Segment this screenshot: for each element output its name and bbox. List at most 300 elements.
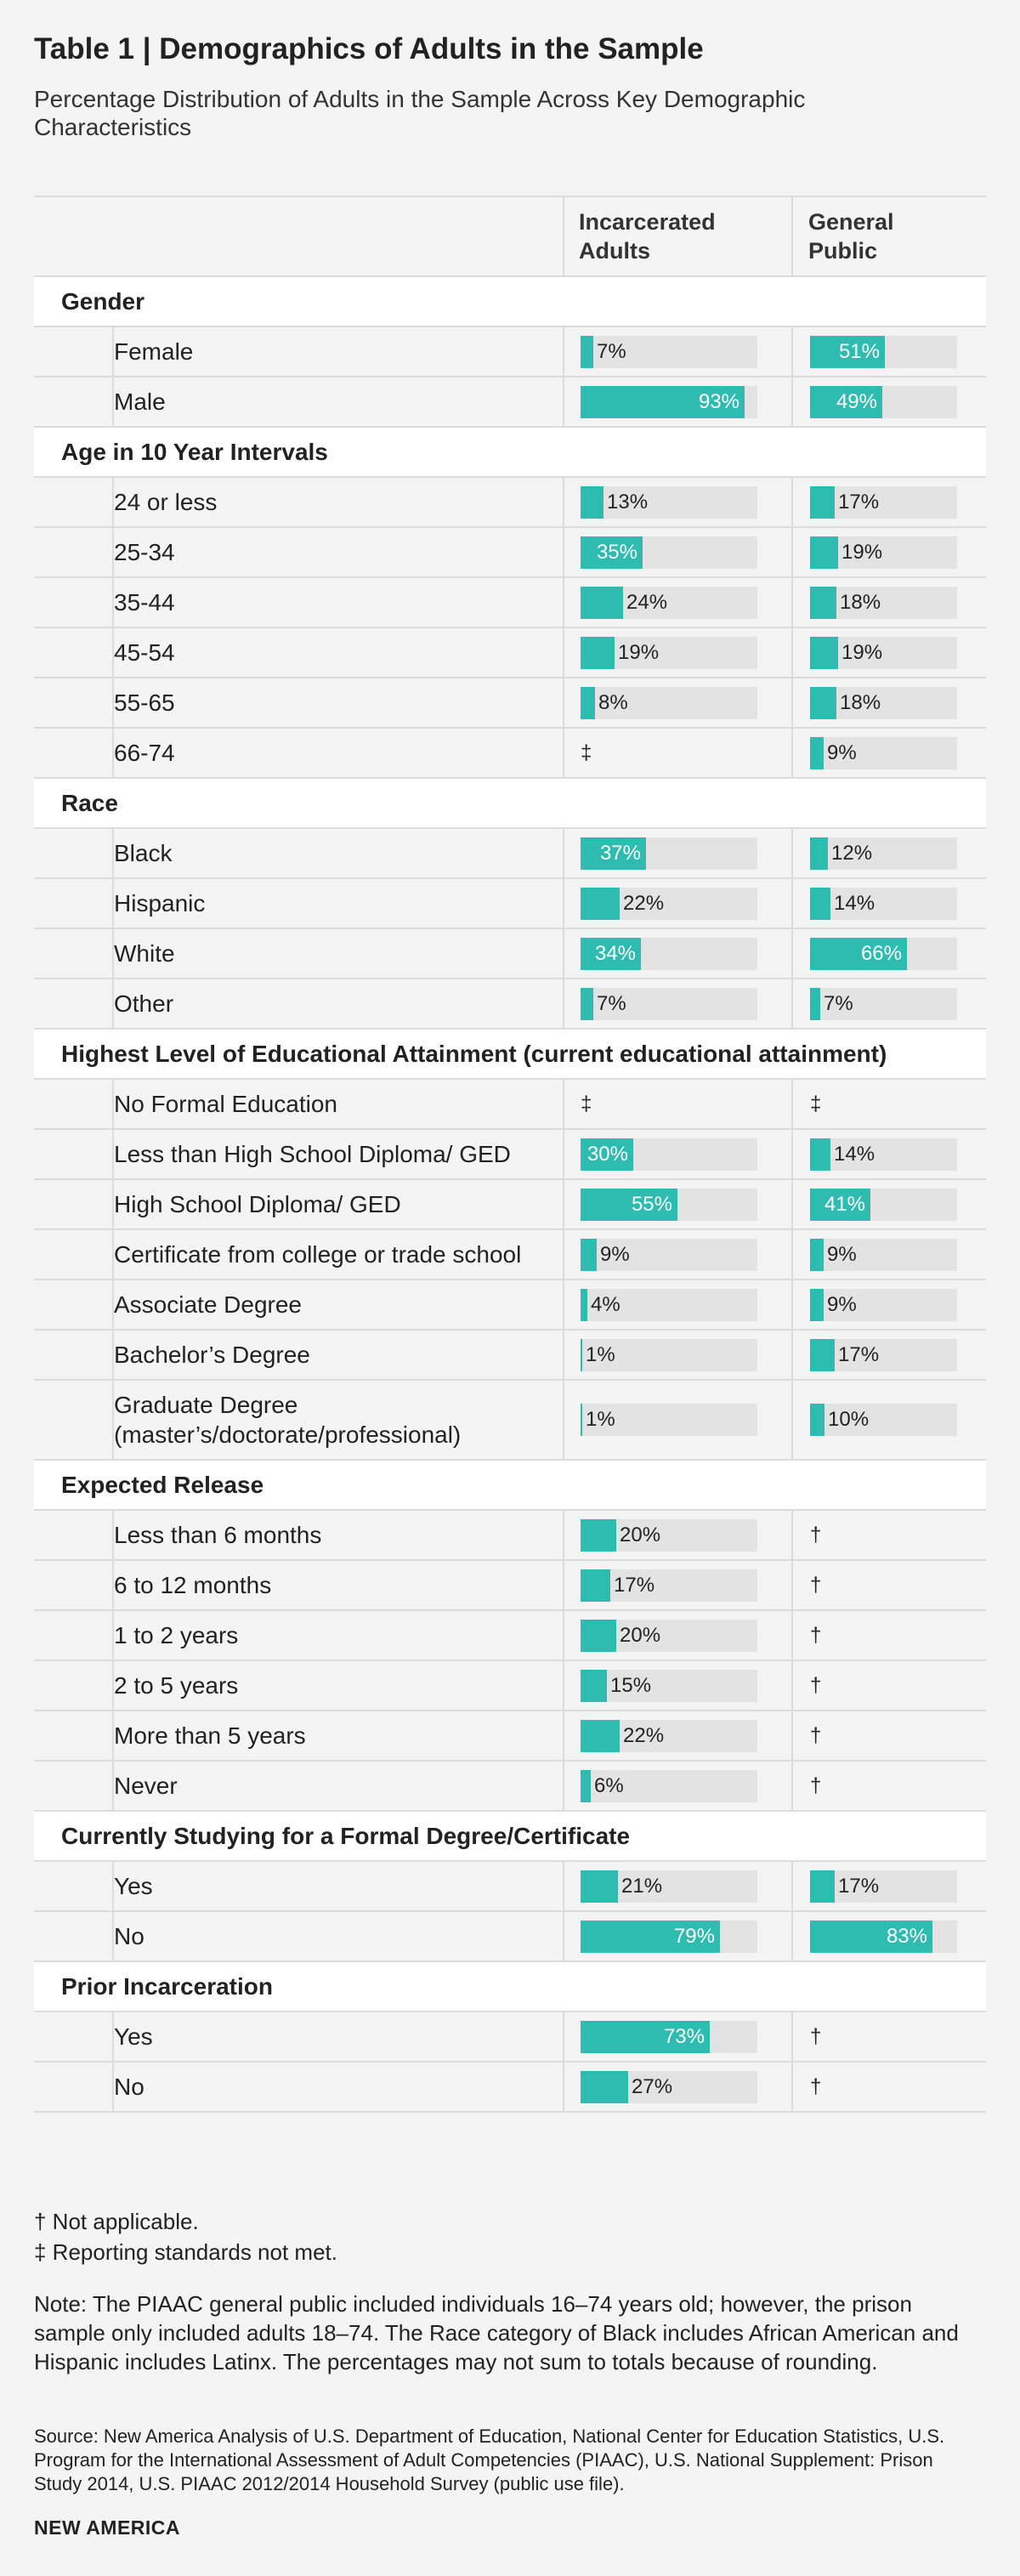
column-divider (112, 1381, 114, 1459)
bar-value-label: 10% (828, 1408, 870, 1431)
section-row (34, 1812, 986, 1862)
column-divider (791, 1561, 793, 1609)
table-row (34, 829, 986, 879)
column-divider (791, 979, 793, 1028)
bar-fill (810, 1289, 824, 1321)
bar-incarcerated (581, 336, 757, 368)
column-divider (112, 1661, 114, 1710)
section-row (34, 277, 986, 327)
bar-incarcerated (581, 587, 757, 619)
row-label: Never (114, 1773, 178, 1799)
bar-general-public (810, 336, 957, 368)
bar-incarcerated (581, 1569, 757, 1602)
row-label: More than 5 years (114, 1722, 306, 1749)
footnote-symbol: † (810, 2024, 822, 2048)
column-divider (112, 1280, 114, 1329)
bar-fill (810, 988, 820, 1020)
bar-fill (581, 687, 595, 719)
column-divider (112, 628, 114, 677)
row-label: Bachelor’s Degree (114, 1342, 310, 1368)
brand-logo: NEW AMERICA (34, 2516, 181, 2539)
column-header-incarcerated: Incarcerated Adults (579, 209, 716, 264)
bar-incarcerated (581, 637, 757, 669)
column-divider (791, 1280, 793, 1329)
bar-general-public (810, 687, 957, 719)
table-row (34, 929, 986, 979)
bar-general-public (810, 888, 957, 920)
table-row (34, 1331, 986, 1381)
column-divider (791, 1762, 793, 1810)
table-row (34, 1711, 986, 1762)
bar-value-label: 24% (626, 590, 668, 614)
bar-fill (581, 637, 615, 669)
bar-value-label: 12% (831, 841, 873, 865)
column-divider (563, 2012, 564, 2061)
bar-general-public (810, 386, 957, 418)
bar-value-label: 13% (607, 490, 649, 513)
column-divider (563, 478, 564, 526)
row-label: No (114, 2074, 144, 2100)
bar-value-label: 19% (618, 640, 660, 664)
column-divider (791, 377, 793, 426)
row-label: 55-65 (114, 689, 175, 716)
column-divider (791, 1711, 793, 1760)
table-row (34, 1661, 986, 1711)
column-divider (112, 1711, 114, 1760)
bar-value-label: 9% (827, 740, 857, 764)
table-row (34, 478, 986, 528)
column-divider (112, 829, 114, 877)
bar-fill (581, 1519, 616, 1552)
column-divider (563, 678, 564, 727)
table-row (34, 1611, 986, 1661)
footnotes (34, 2206, 337, 2267)
row-label: White (114, 940, 175, 967)
row-label: 25-34 (114, 539, 175, 565)
row-label: No (114, 1923, 144, 1949)
table-row (34, 979, 986, 1030)
bar-incarcerated (581, 386, 757, 418)
footnote-symbol: † (810, 1623, 822, 1647)
bar-fill (581, 2071, 628, 2103)
column-divider (112, 2063, 114, 2111)
bar-value-label: 14% (834, 1142, 876, 1166)
bar-value-label: 22% (623, 891, 665, 915)
bar-fill (810, 587, 836, 619)
bar-value-label: 9% (600, 1242, 630, 1266)
table-source: Source: New America Analysis of U.S. Department of Education, National Center for Education Statistics, U.S. Program for the International Assessment of Adult Competencies (PIAAC), U.S. National Supplement: Prison Study 2014, U.S. PIAAC 2012/2014 Household Survey (public use file). (34, 2426, 945, 2494)
bar-incarcerated (581, 988, 757, 1020)
bar-track (810, 888, 957, 920)
table-row (34, 879, 986, 929)
bar-incarcerated (581, 1519, 757, 1552)
bar-fill (581, 1569, 610, 1602)
column-divider (563, 1381, 564, 1459)
bar-value-label: 15% (610, 1673, 652, 1697)
column-divider (563, 377, 564, 426)
column-divider (112, 929, 114, 978)
column-divider (791, 1381, 793, 1459)
column-divider (563, 1180, 564, 1228)
column-divider (112, 377, 114, 426)
section-row (34, 1962, 986, 2012)
demographics-table (34, 196, 986, 2113)
bar-fill (810, 737, 824, 769)
row-label: 24 or less (114, 489, 218, 515)
table-row (34, 327, 986, 377)
bar-track (810, 1138, 957, 1171)
bar-value-label: 93% (698, 389, 740, 413)
bar-value-label: 1% (586, 1342, 615, 1366)
bar-value-label: 30% (586, 1142, 628, 1166)
bar-fill (581, 1289, 587, 1321)
table-row (34, 1912, 986, 1962)
column-divider (563, 528, 564, 576)
bar-incarcerated (581, 938, 757, 970)
bar-fill (581, 1339, 582, 1371)
column-divider (791, 327, 793, 376)
column-divider (563, 327, 564, 376)
bar-value-label: 35% (596, 540, 638, 564)
bar-track (581, 1670, 757, 1702)
bar-fill (810, 1239, 824, 1271)
bar-fill (810, 1339, 835, 1371)
column-divider (791, 1180, 793, 1228)
bar-incarcerated (581, 1239, 757, 1271)
bar-value-label: 79% (673, 1924, 715, 1948)
column-divider (791, 1912, 793, 1960)
section-row (34, 1030, 986, 1080)
column-divider (563, 1080, 564, 1128)
section-row (34, 779, 986, 829)
table-note: Note: The PIAAC general public included individuals 16–74 years old; however, the prison sample only included adults 18–74. The Race category of Black includes African American and Hispanic includes Latinx. The percentages may not sum to totals because of rounding. (34, 2291, 959, 2375)
row-label: 1 to 2 years (114, 1622, 239, 1648)
column-divider (112, 879, 114, 928)
column-divider (791, 628, 793, 677)
table-row (34, 1230, 986, 1280)
column-divider (791, 929, 793, 978)
bar-value-label: 9% (827, 1242, 857, 1266)
bar-value-label: 4% (591, 1292, 620, 1316)
bar-fill (581, 587, 623, 619)
column-divider (112, 578, 114, 627)
column-divider (791, 1331, 793, 1379)
bar-general-public (810, 837, 957, 870)
bar-fill (810, 888, 830, 920)
bar-general-public (810, 988, 957, 1020)
row-label: 66-74 (114, 740, 175, 766)
bar-general-public (810, 1239, 957, 1271)
column-divider (563, 1862, 564, 1910)
column-divider (791, 1080, 793, 1128)
section-label: Gender (61, 288, 145, 315)
row-label: Graduate Degree (master’s/doctorate/professional) (114, 1392, 462, 1448)
row-label: Female (114, 338, 194, 365)
bar-fill (581, 1720, 620, 1752)
bar-incarcerated (581, 486, 757, 519)
bar-general-public (810, 1138, 957, 1171)
column-divider (563, 628, 564, 677)
row-label: Black (114, 840, 173, 866)
column-divider (112, 2012, 114, 2061)
bar-general-public (810, 1404, 957, 1436)
bar-fill (810, 837, 828, 870)
bar-fill (581, 1770, 591, 1802)
column-divider (563, 1611, 564, 1660)
column-divider (791, 1661, 793, 1710)
column-divider (791, 1230, 793, 1279)
bar-fill (581, 888, 620, 920)
column-divider (791, 1862, 793, 1910)
bar-value-label: 17% (838, 490, 880, 513)
page-subtitle: Percentage Distribution of Adults in the Sample Across Key Demographic Characteristics (34, 86, 806, 140)
bar-value-label: 83% (886, 1924, 927, 1948)
bar-value-label: 17% (838, 1874, 880, 1898)
column-divider (791, 879, 793, 928)
bar-value-label: 7% (597, 339, 626, 363)
bar-fill (581, 336, 593, 368)
bar-value-label: 34% (594, 941, 636, 965)
row-label: 6 to 12 months (114, 1572, 272, 1598)
bar-value-label: 51% (838, 339, 880, 363)
bar-fill (581, 988, 593, 1020)
bar-incarcerated (581, 1720, 757, 1752)
bar-fill (581, 1404, 582, 1436)
row-label: Less than High School Diploma/ GED (114, 1141, 511, 1167)
footnote-symbol: ‡ (581, 1092, 592, 1115)
bar-incarcerated (581, 1870, 757, 1903)
table-row (34, 1381, 986, 1461)
table-row (34, 1561, 986, 1611)
column-divider (112, 1611, 114, 1660)
footnote-symbol: † (810, 1723, 822, 1747)
row-label: 45-54 (114, 639, 175, 666)
bar-general-public (810, 737, 957, 769)
column-divider (112, 1331, 114, 1379)
table-row (34, 729, 986, 779)
bar-value-label: 19% (842, 640, 883, 664)
column-divider (791, 1611, 793, 1660)
column-divider (563, 1130, 564, 1178)
bar-fill (810, 1404, 824, 1436)
section-label: Expected Release (61, 1472, 264, 1498)
column-divider (791, 829, 793, 877)
bar-value-label: 18% (840, 690, 881, 714)
column-divider (563, 1912, 564, 1960)
bar-value-label: 8% (598, 690, 628, 714)
bar-value-label: 9% (827, 1292, 857, 1316)
column-divider (563, 1331, 564, 1379)
column-divider (563, 1280, 564, 1329)
row-label: Hispanic (114, 890, 206, 916)
table-row (34, 1280, 986, 1331)
bar-incarcerated (581, 1770, 757, 1802)
bar-general-public (810, 587, 957, 619)
bar-incarcerated (581, 1404, 757, 1436)
bar-incarcerated (581, 536, 757, 569)
page-title: Table 1 | Demographics of Adults in the Sample (34, 32, 704, 65)
bar-value-label: 1% (586, 1408, 615, 1431)
column-divider (112, 478, 114, 526)
table-body (34, 277, 986, 2113)
section-label: Highest Level of Educational Attainment (current educational attainment) (61, 1041, 887, 1067)
bar-general-public (810, 1289, 957, 1321)
bar-value-label: 20% (620, 1623, 661, 1647)
bar-incarcerated (581, 1921, 757, 1953)
section-label: Currently Studying for a Formal Degree/Certificate (61, 1823, 631, 1849)
column-divider (791, 2012, 793, 2061)
column-divider (112, 1130, 114, 1178)
bar-fill (581, 1239, 597, 1271)
table-row (34, 1862, 986, 1912)
column-divider (112, 1912, 114, 1960)
footnote-symbol: ‡ (581, 740, 592, 764)
bar-value-label: 66% (860, 941, 902, 965)
column-divider (563, 1711, 564, 1760)
bar-general-public (810, 1870, 957, 1903)
bar-fill (810, 536, 838, 569)
section-row (34, 1461, 986, 1511)
column-divider (791, 528, 793, 576)
table-row (34, 1180, 986, 1230)
column-divider (112, 678, 114, 727)
table-header-row (34, 197, 986, 277)
column-divider (112, 1511, 114, 1559)
bar-value-label: 37% (599, 841, 641, 865)
bar-value-label: 18% (840, 590, 881, 614)
footnote-symbol: † (810, 1773, 822, 1797)
bar-value-label: 20% (620, 1523, 661, 1546)
row-label: Certificate from college or trade school (114, 1241, 522, 1268)
column-divider (112, 729, 114, 777)
footnote-standards-not-met: ‡ Reporting standards not met. (34, 2239, 337, 2265)
bar-incarcerated (581, 1339, 757, 1371)
bar-value-label: 22% (623, 1723, 665, 1747)
bar-fill (581, 1670, 607, 1702)
row-label: Associate Degree (114, 1291, 303, 1318)
bar-fill (581, 1870, 618, 1903)
table-row (34, 628, 986, 678)
column-divider (563, 879, 564, 928)
bar-incarcerated (581, 2071, 757, 2103)
bar-general-public (810, 938, 957, 970)
column-divider (563, 979, 564, 1028)
bar-general-public (810, 536, 957, 569)
bar-general-public (810, 637, 957, 669)
bar-value-label: 17% (614, 1573, 655, 1597)
section-label: Age in 10 Year Intervals (61, 439, 328, 465)
row-label: 35-44 (114, 589, 175, 616)
bar-value-label: 27% (632, 2074, 673, 2098)
bar-incarcerated (581, 1670, 757, 1702)
bar-incarcerated (581, 1189, 757, 1221)
footnote-symbol: † (810, 1523, 822, 1546)
bar-general-public (810, 1339, 957, 1371)
section-label: Race (61, 790, 118, 816)
column-divider (112, 979, 114, 1028)
bar-value-label: 7% (824, 991, 853, 1015)
footnote-symbol: ‡ (810, 1092, 822, 1115)
bar-value-label: 17% (838, 1342, 880, 1366)
column-divider (112, 1762, 114, 1810)
bar-value-label: 21% (621, 1874, 663, 1898)
footnote-symbol: † (810, 2074, 822, 2098)
column-divider (112, 1080, 114, 1128)
row-label: Other (114, 990, 174, 1017)
table-row (34, 678, 986, 729)
table-row (34, 1511, 986, 1561)
row-label: High School Diploma/ GED (114, 1191, 401, 1217)
column-divider (112, 1561, 114, 1609)
bar-fill (810, 486, 835, 519)
section-label: Prior Incarceration (61, 1973, 273, 2000)
bar-value-label: 41% (824, 1192, 865, 1216)
footnote-symbol: † (810, 1673, 822, 1697)
bar-general-public (810, 486, 957, 519)
section-row (34, 428, 986, 478)
column-divider (791, 2063, 793, 2111)
column-divider (791, 1130, 793, 1178)
table-row (34, 528, 986, 578)
bar-value-label: 6% (594, 1773, 624, 1797)
bar-general-public (810, 1189, 957, 1221)
column-header-general-public: General Public (808, 209, 894, 264)
column-divider (791, 578, 793, 627)
column-divider (791, 678, 793, 727)
column-divider (112, 1180, 114, 1228)
bar-incarcerated (581, 2021, 757, 2053)
row-label: Yes (114, 1873, 153, 1899)
bar-incarcerated (581, 687, 757, 719)
column-divider (563, 1561, 564, 1609)
column-divider (563, 1762, 564, 1810)
bar-general-public (810, 1921, 957, 1953)
bar-value-label: 14% (834, 891, 876, 915)
column-divider (563, 1661, 564, 1710)
bar-incarcerated (581, 888, 757, 920)
column-divider (791, 478, 793, 526)
footnote-not-applicable: † Not applicable. (34, 2209, 199, 2234)
column-divider (791, 197, 793, 275)
row-label: Male (114, 389, 166, 415)
column-divider (563, 1511, 564, 1559)
column-divider (563, 578, 564, 627)
column-divider (563, 829, 564, 877)
column-divider (563, 197, 564, 275)
row-label: No Formal Education (114, 1091, 338, 1117)
bar-value-label: 73% (663, 2024, 705, 2048)
table-row (34, 578, 986, 628)
bar-fill (810, 687, 836, 719)
footnote-symbol: † (810, 1573, 822, 1597)
bar-value-label: 7% (597, 991, 626, 1015)
column-divider (112, 1230, 114, 1279)
column-divider (112, 528, 114, 576)
bar-value-label: 19% (842, 540, 883, 564)
row-label: Yes (114, 2023, 153, 2050)
table-row (34, 1130, 986, 1180)
column-divider (791, 729, 793, 777)
bar-incarcerated (581, 837, 757, 870)
row-label: Less than 6 months (114, 1522, 322, 1548)
column-divider (563, 929, 564, 978)
row-label: 2 to 5 years (114, 1672, 239, 1699)
column-divider (791, 1511, 793, 1559)
bar-fill (581, 486, 604, 519)
table-row (34, 2063, 986, 2113)
table-row (34, 1080, 986, 1130)
bar-fill (810, 637, 838, 669)
